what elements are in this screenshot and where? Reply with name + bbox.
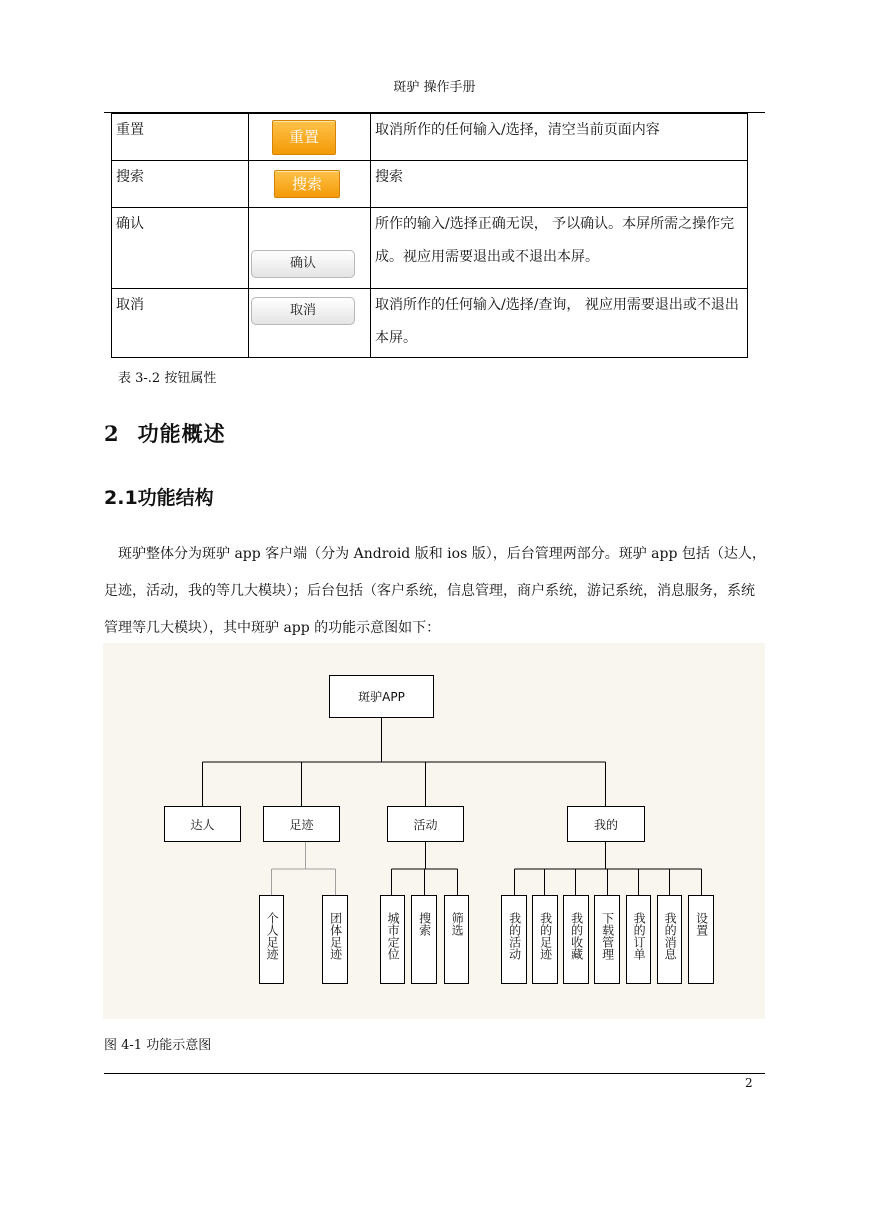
reset-button[interactable]: 重置 [272, 120, 336, 155]
description-cell [371, 114, 748, 161]
confirm-button[interactable]: 确认 [251, 250, 355, 278]
root-node: 斑驴APP [329, 675, 434, 718]
node-my-orders: 我的订单 [626, 895, 651, 984]
page-number: 2 [745, 1076, 753, 1090]
button-cell [249, 208, 371, 289]
search-button[interactable]: 搜索 [274, 170, 340, 198]
node-daren: 达人 [164, 806, 241, 842]
body-paragraph: 斑驴整体分为斑驴 app 客户端（分为 Android 版和 ios 版），后台管理两部分。斑驴 app 包括（达人，足迹，活动，我的等几大模块）；后台包括（客户系统，信息管理，商户系统，游记系统，消息服务，系统管理等几大模块），其中斑驴 app 的功能示意图如下： [104, 546, 766, 636]
table-caption: 表 3-.2 按钮属性 [118, 371, 217, 386]
subsection-heading: 2.1功能结构 [104, 487, 214, 509]
node-my-favorites: 我的收藏 [563, 895, 589, 984]
table-row [112, 114, 748, 161]
node-filter: 筛选 [444, 895, 469, 984]
row-name: 搜索 [116, 169, 144, 185]
figure-caption: 图 4-1 功能示意图 [104, 1038, 212, 1053]
description-cell [371, 208, 748, 289]
node-city-location: 城市定位 [380, 895, 405, 984]
node-activity: 活动 [387, 806, 464, 842]
cancel-button[interactable]: 取消 [251, 297, 355, 325]
button-attributes-table [111, 113, 748, 358]
header-title: 斑驴 操作手册 [393, 80, 476, 95]
node-mine: 我的 [567, 806, 645, 842]
node-settings: 设置 [688, 895, 714, 984]
node-my-activity: 我的活动 [501, 895, 527, 984]
row-description: 取消所作的任何输入/选择/查询， 视应用需要退出或不退出本屏。 [375, 297, 739, 346]
node-search: 搜索 [411, 895, 437, 984]
row-name-cell [112, 161, 249, 208]
section-title: 功能概述 [137, 421, 226, 446]
row-name: 取消 [116, 297, 144, 313]
table-row [112, 208, 748, 289]
row-description: 搜索 [375, 169, 403, 185]
row-name-cell [112, 114, 249, 161]
description-cell [371, 161, 748, 208]
function-structure-diagram [103, 643, 765, 1019]
button-cell [249, 114, 371, 161]
row-description: 取消所作的任何输入/选择，清空当前页面内容 [375, 122, 660, 138]
row-name-cell [112, 208, 249, 289]
button-cell [249, 161, 371, 208]
node-my-footprint: 我的足迹 [532, 895, 558, 984]
row-name-cell [112, 289, 249, 358]
row-description: 所作的输入/选择正确无误， 予以确认。本屏所需之操作完成。视应用需要退出或不退出本屏。 [375, 216, 735, 265]
table-row [112, 289, 748, 358]
node-personal-footprint: 个人足迹 [259, 895, 284, 984]
node-group-footprint: 团体足迹 [322, 895, 348, 984]
section-heading [104, 418, 226, 448]
footer-rule [104, 1073, 765, 1074]
node-footprint: 足迹 [263, 806, 340, 842]
description-cell [371, 289, 748, 358]
section-number: 2 [104, 421, 120, 446]
row-name: 重置 [116, 122, 144, 138]
row-name: 确认 [116, 216, 144, 232]
node-my-messages: 我的消息 [657, 895, 682, 984]
node-download-manager: 下载管理 [594, 895, 620, 984]
button-cell [249, 289, 371, 358]
table-row [112, 161, 748, 208]
